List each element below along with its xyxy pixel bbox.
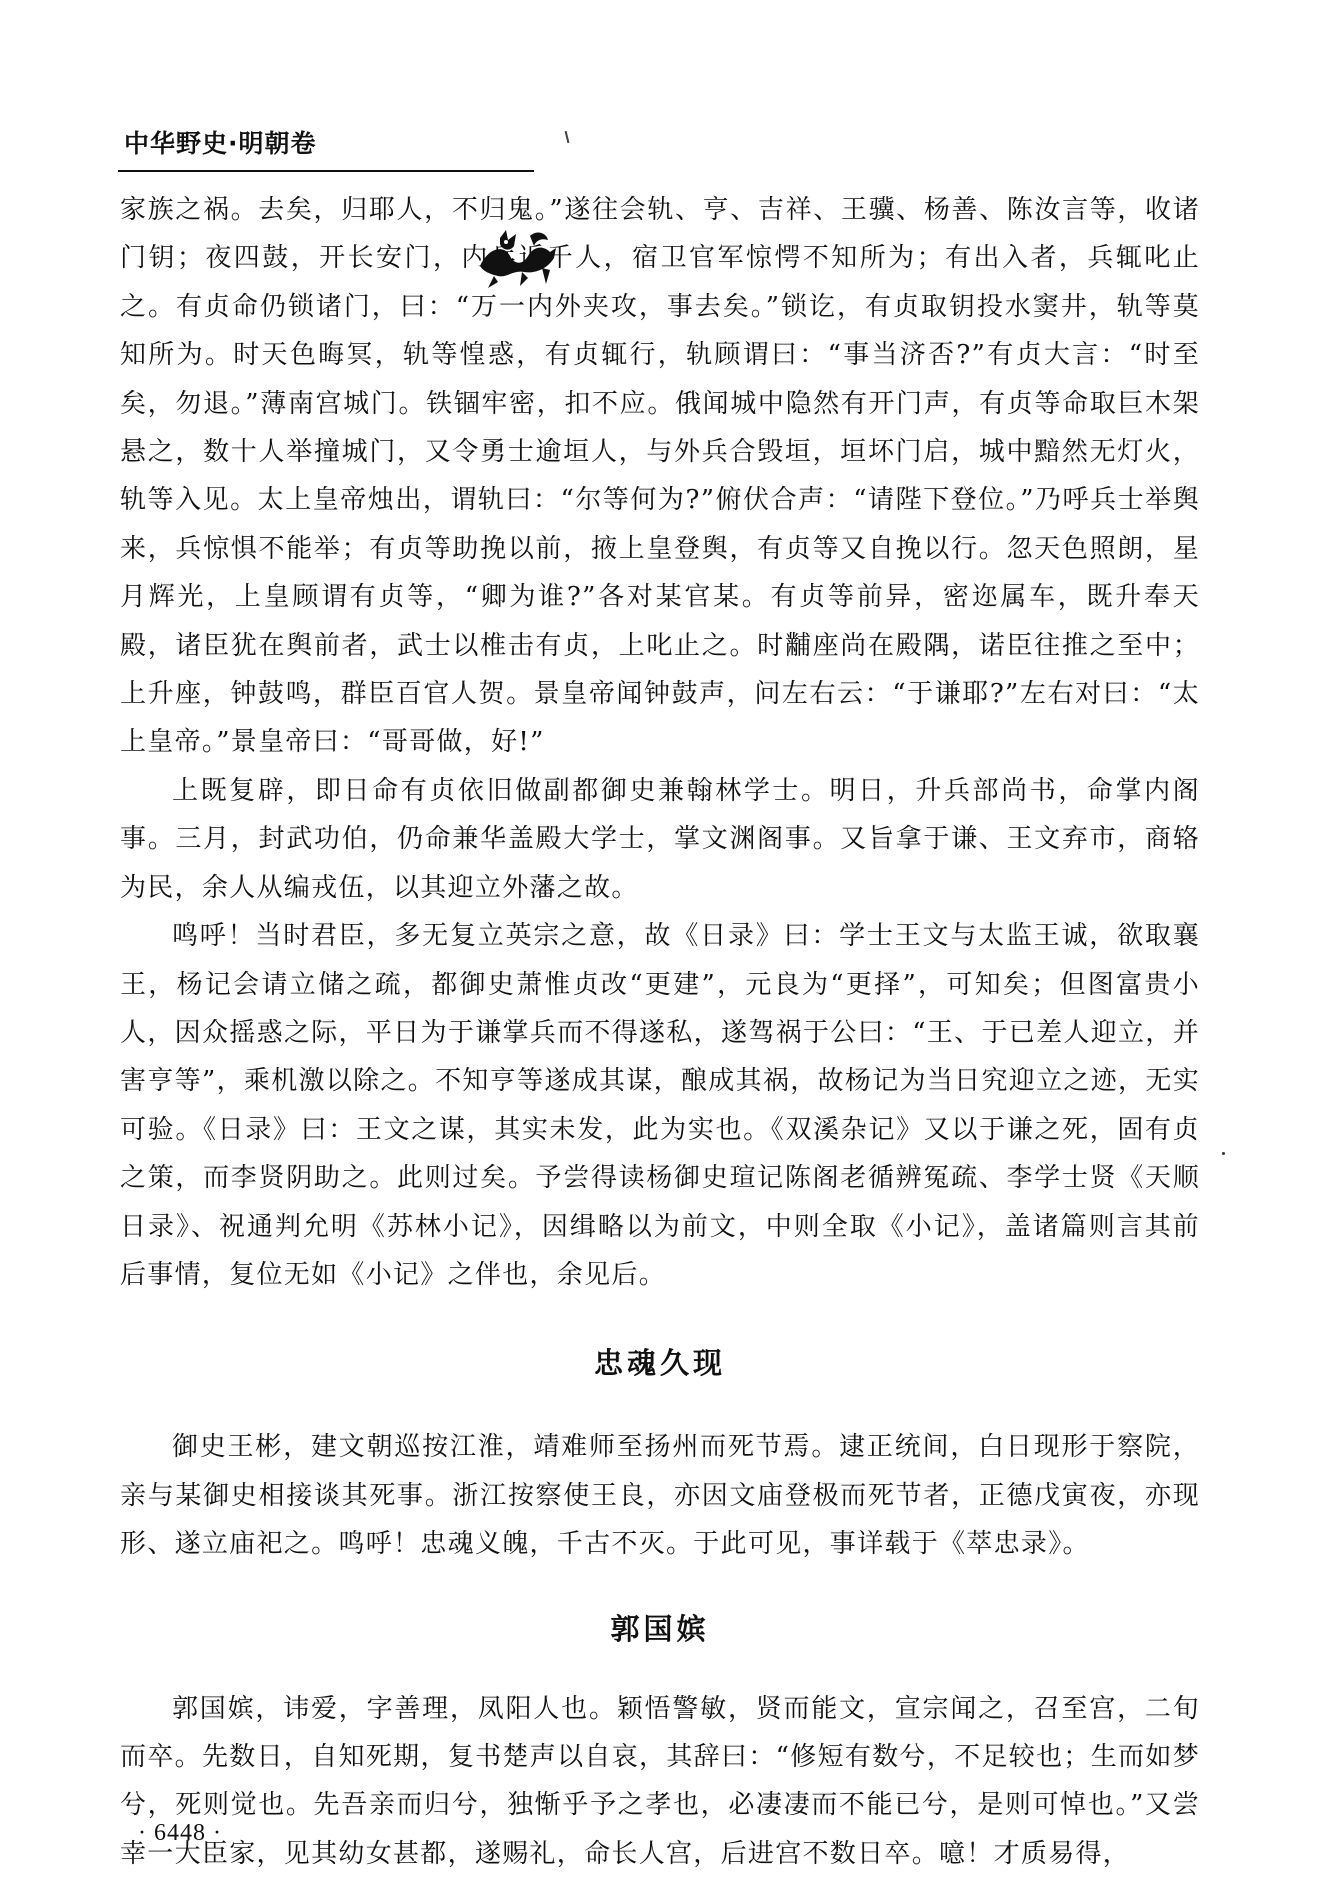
scan-speck [1222,1152,1225,1155]
header-title: 中华野史·明朝卷 [124,129,317,158]
body-paragraph-commentary: 鸣呼！当时君臣，多无复立英宗之意，故《日录》曰：学士王文与太监王诚，欲取襄王，杨记会请立储之疏，都御史萧惟贞改“更建”，元良为“更择”，可知矣；但图富贵小人，因众摇惑之际，平日为于谦掌兵而不得遂私，遂驾祸于公曰：“王、于已差人迎立，并害亨等”，乘机激以除之。不知亨等遂成其谋，酿成其祸，故杨记为当日究迎立之迹，无实可验。《日录》曰：王文之谋，其实未发，此为实也。《双溪杂记》又以于谦之死，固有贞之策，而李贤阴助之。此则过矣。予尝得读杨御史瑄记陈阁老循辨冤疏、李学士贤《天顺日录》、祝通判允明《苏林小记》，因缉略以为前文，中则全取《小记》，盖诸篇则言其前后事情，复位无如《小记》之伴也，余见后。 [120,921,1200,1290]
section-text-loyal-souls: 御史王彬，建文朝巡按江淮，靖难师至扬州而死节焉。逮正统间，白日现形于察院，亲与某御史相接谈其死事。浙江按察使王良，亦因文庙登极而死节者，正德戊寅夜，亦现形、遂立庙祀之。鸣呼！忠魂义魄，千古不灭。于此可见，事详载于《萃忠录》。 [120,1432,1200,1560]
scan-mark [565,131,570,143]
header-rule [118,170,534,172]
running-header [118,118,538,178]
continuation-paragraph: 家族之祸。去矣，归耶人，不归鬼。”遂往会轨、亨、吉祥、王骥、杨善、陈汝言等，收诸门钥；夜四鼓，开长安门，内兵近千人，宿卫官军惊愕不知所为；有出入者，兵辄叱止之。有贞命仍锁诸门，曰：“万一内外夹攻，事去矣。”锁讫，有贞取钥投水窦井，轨等莫知所为。时天色晦冥，轨等惶惑，有贞辄行，轨顾谓曰：“事当济否?”有贞大言：“时至矣，勿退。”薄南宫城门。铁锢牢密，扣不应。俄闻城中隐然有开门声，有贞等命取巨木架悬之，数十人举撞城门，又令勇士逾垣人，与外兵合毁垣，垣坏门启，城中黯然无灯火，轨等入见。太上皇帝烛出，谓轨曰：“尔等何为?”俯伏合声：“请陛下登位。”乃呼兵士举舆来，兵惊惧不能举；有贞等助挽以前，掖上皇登舆，有贞等又自挽以行。忽天色照朗，星月辉光，上皇顾谓有贞等，“卿为谁?”各对某官某。有贞等前异，密迩属车，既升奉天殿，诸臣犹在舆前者，武士以椎击有贞，上叱止之。时黼座尚在殿隅，诺臣往推之至中；上升座，钟鼓鸣，群臣百官人贺。景皇帝闻钟鼓声，问左右云：“于谦耶?”左右对曰：“太上皇帝。”景皇帝曰：“哥哥做，好!” [120,195,1200,758]
section-title-loyal-souls: 忠魂久现 [593,1346,726,1381]
page-body [120,186,1200,1878]
page-number: · 6448 · [138,1820,222,1846]
section-title-guo-guopin: 郭国嫔 [610,1611,710,1646]
body-paragraph-restoration: 上既复辟，即日命有贞依旧做副都御史兼翰林学士。明日，升兵部尚书，命掌内阁事。三月，封武功伯，仍命兼华盖殿大学士，掌文渊阁事。又旨拿于谦、王文弃市，商辂为民，余人从编戎伍，以其迎立外藩之故。 [120,775,1200,903]
section-text-guo-guopin: 郭国嫔，讳爱，字善理，凤阳人也。颖悟警敏，贤而能文，宣宗闻之，召至宫，二旬而卒。先数日，自知死期，复书楚声以自哀，其辞曰：“修短有数兮，不足较也；生而如梦兮，死则觉也。先吾亲而归兮，独惭乎予之孝也，必凄凄而不能已兮，是则可悼也。”又尝幸一大臣家，见其幼女甚都，遂赐礼，命长人宫，后进宫不数日卒。噫！才质易得， [120,1693,1200,1869]
